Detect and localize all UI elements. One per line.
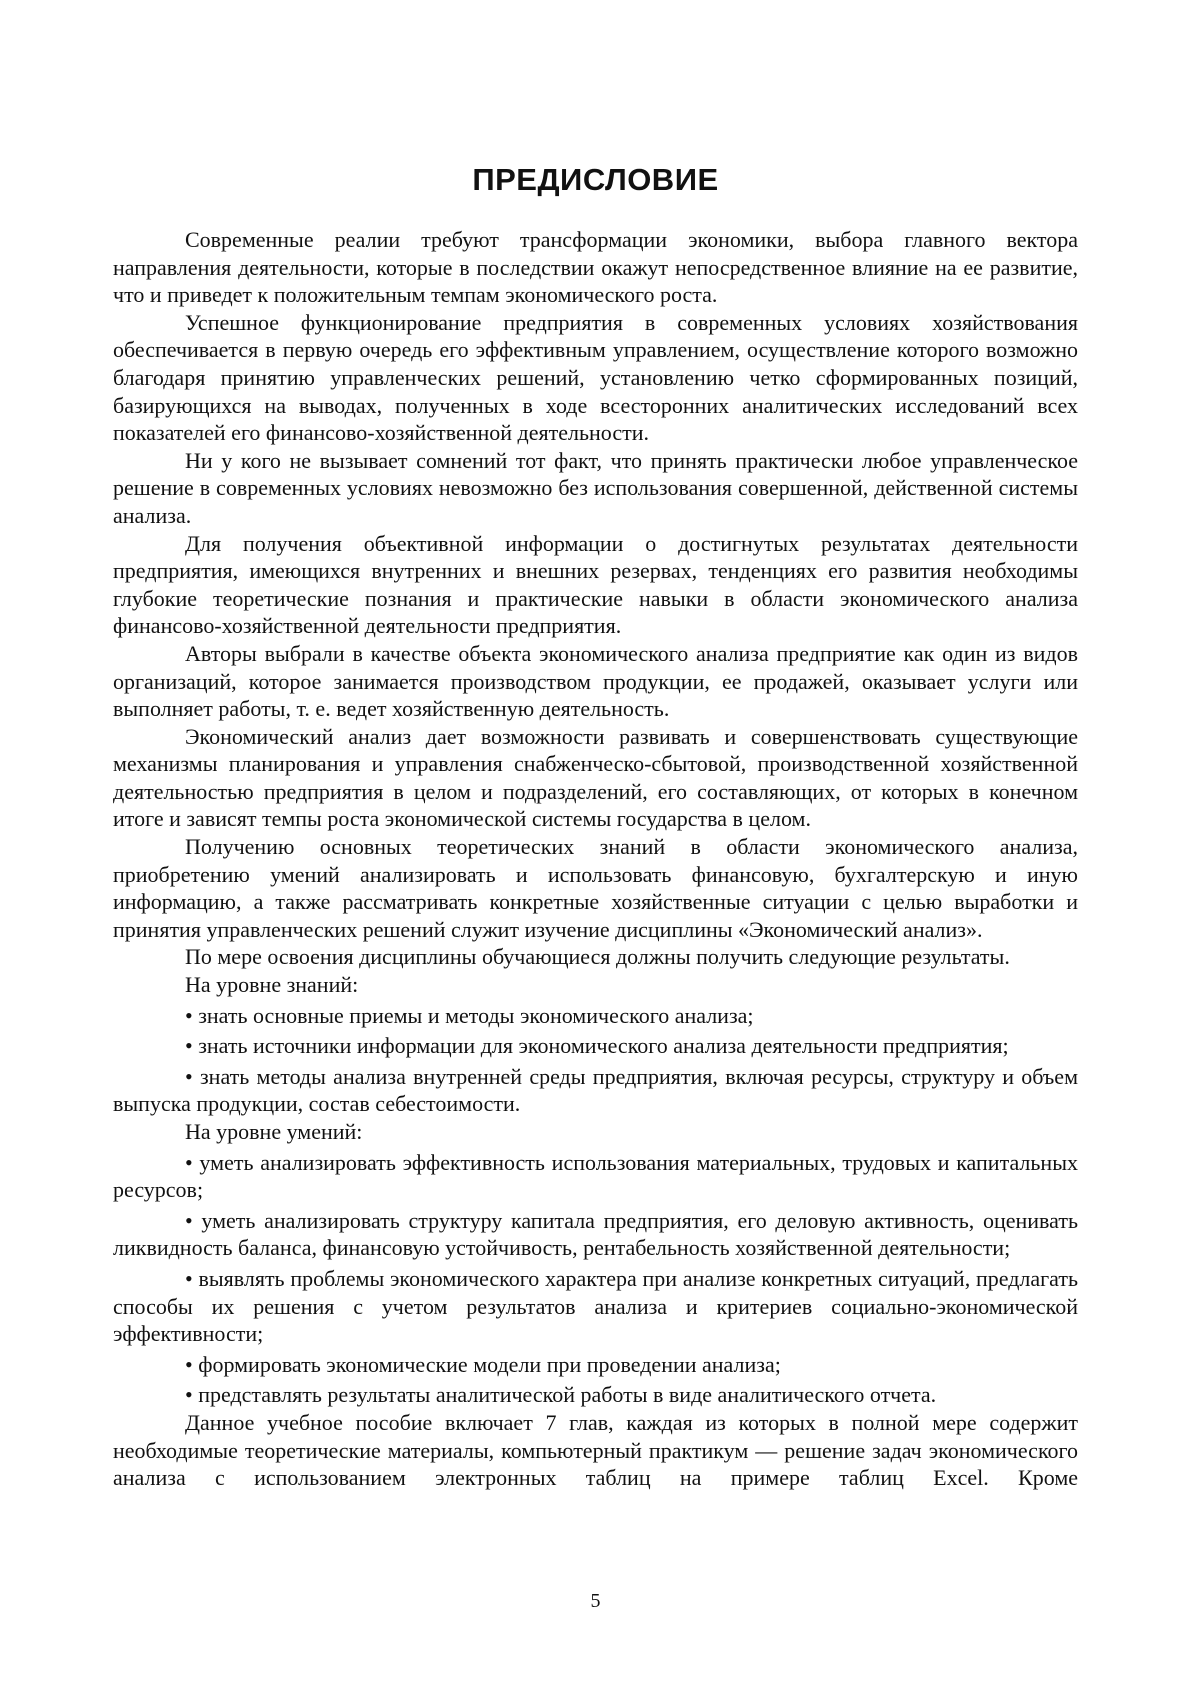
section-label: На уровне знаний: <box>185 972 359 998</box>
section-label: На уровне умений: <box>185 1119 363 1144</box>
list-item: • представлять результаты аналитической работы в виде аналитического отчета. <box>185 1382 937 1408</box>
paragraph: Ни у кого не вызывает сомнений тот факт, что принять практически любое управленческое решение в современных условиях невозможно без использования совершенной, действенной системы анализа. <box>113 447 1078 528</box>
paragraph: Данное учебное пособие включает 7 глав, каждая из которых в полной мере содержит необходимые теоретические материалы, компьютерный практикум — решение задач экономического анализа с использованием электронных таблиц на примере таблиц Excel. Кроме <box>113 1409 1078 1491</box>
paragraph: Экономический анализ дает возможности развивать и совершенствовать существующие механизмы планирования и управления снабженческо-сбытовой, производственной хозяйственной деятельностью предприятия в целом и подразделений, его составляющих, от которых в конечном итоге и зависят темпы роста экономической системы государства в целом. <box>113 723 1078 832</box>
page-number: 5 <box>590 1590 601 1612</box>
paragraph: Современные реалии требуют трансформации экономики, выбора главного вектора направления деятельности, которые в последствии окажут непосредственное влияние на ее развитие, что и приведет к положительным темпам экономического роста. <box>113 227 1078 308</box>
paragraph: По мере освоения дисциплины обучающиеся должны получить следующие результаты. <box>185 944 1010 970</box>
paragraph: Успешное функционирование предприятия в современных условиях хозяйствования обеспечивается в первую очередь его эффективным управлением, осуществление которого возможно благодаря принятию управленческих решений, установлению четко сформированных позиций, базирующихся на выводах, полученных в ходе всесторонних аналитических исследований всех показателей его финансово-хозяйственной деятельности. <box>113 309 1078 446</box>
list-item: • формировать экономические модели при проведении анализа; <box>185 1351 781 1377</box>
paragraph: Для получения объективной информации о достигнутых результатах деятельности предприятия, имеющихся внутренних и внешних резервах, тенденциях его развития необходимы глубокие теоретические познания и практические навыки в области экономического анализа финансово-хозяйственной деятельности предприятия. <box>113 530 1078 639</box>
list-item: • знать основные приемы и методы экономического анализа; <box>185 1002 754 1028</box>
list-item: • уметь анализировать структуру капитала предприятия, его деловую активность, оценивать ликвидность баланса, финансовую устойчивость, рентабельность хозяйственной деятельности; <box>113 1207 1078 1261</box>
paragraph: Авторы выбрали в качестве объекта экономического анализа предприятие как один из видов организаций, которое занимается производством продукции, ее продажей, оказывает услуги или выполняет работы, т. е. ведет хозяйственную деятельность. <box>113 640 1078 722</box>
paragraph: Получению основных теоретических знаний в области экономического анализа, приобретению умений анализировать и использовать финансовую, бухгалтерскую и иную информацию, а также рассматривать конкретные хозяйственные ситуации с целью выработки и принятия управленческих решений служит изучение дисциплины «Экономический анализ». <box>113 834 1078 942</box>
page-title: ПРЕДИСЛОВИЕ <box>472 162 719 197</box>
list-item: • выявлять проблемы экономического характера при анализе конкретных ситуаций, предлагать способы их решения с учетом результатов анализа и критериев социально-экономической эффективности; <box>113 1265 1078 1347</box>
list-item: • знать методы анализа внутренней среды предприятия, включая ресурсы, структуру и объем выпуска продукции, состав себестоимости. <box>113 1063 1078 1117</box>
list-item: • знать источники информации для экономического анализа деятельности предприятия; <box>185 1033 1009 1059</box>
list-item: • уметь анализировать эффективность использования материальных, трудовых и капитальных ресурсов; <box>113 1149 1078 1203</box>
body-text <box>113 226 1078 1492</box>
